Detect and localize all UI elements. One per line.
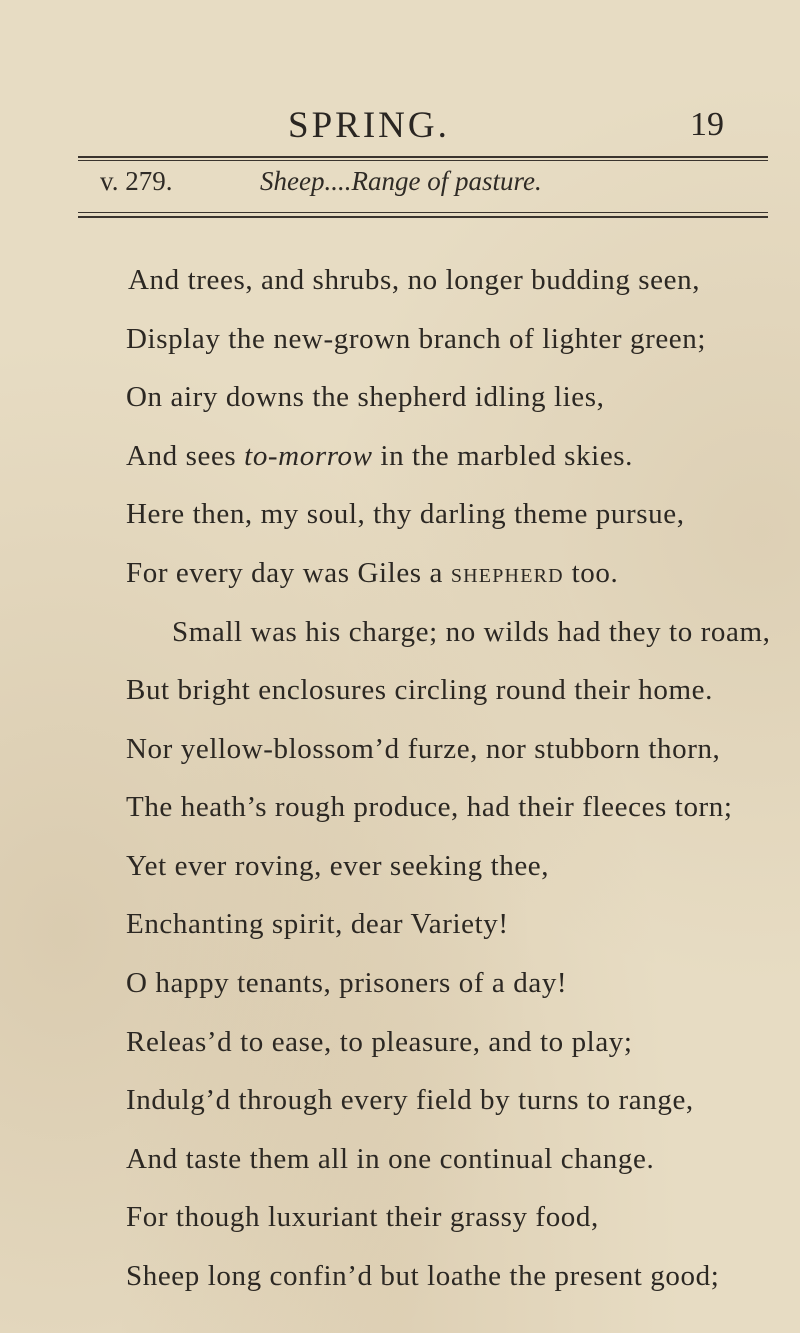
- verse-line-6-small-caps: shepherd: [450, 557, 564, 589]
- verse-line-5: Here then, my soul, thy darling theme pursue,: [126, 498, 685, 530]
- verse-line-16: And taste them all in one continual change.: [126, 1143, 655, 1175]
- running-head: SPRING.: [288, 105, 450, 146]
- verse-line-14: Releas’d to ease, to pleasure, and to play;: [126, 1026, 633, 1058]
- verse-line-12: Enchanting spirit, dear Variety!: [126, 908, 509, 940]
- verse-line-13: O happy tenants, prisoners of a day!: [126, 967, 568, 999]
- page-number: 19: [690, 106, 724, 143]
- verse-line-4-italic: to-morrow: [244, 440, 373, 472]
- verse-line-4-start: And sees: [126, 440, 245, 472]
- verse-line-7: Small was his charge; no wilds had they to roam,: [172, 616, 771, 648]
- verse-line-8: But bright enclosures circling round their home.: [126, 674, 713, 706]
- verse-line-6-end: too.: [563, 557, 619, 589]
- subheading-volume: v. 279.: [100, 166, 173, 196]
- verse-line-2: Display the new-grown branch of lighter green;: [126, 323, 707, 355]
- verse-line-17: For though luxuriant their grassy food,: [126, 1201, 599, 1233]
- subheading-topic: Sheep....Range of pasture.: [260, 166, 542, 196]
- verse-line-9: Nor yellow-blossom’d furze, nor stubborn thorn,: [126, 733, 721, 765]
- verse-line-6: [126, 557, 618, 590]
- verse-line-6-start: For every day was Giles a: [126, 557, 451, 589]
- verse-line-4: [126, 440, 633, 473]
- verse-line-10: The heath’s rough produce, had their fleeces torn;: [126, 791, 733, 823]
- verse-line-11: Yet ever roving, ever seeking thee,: [126, 850, 550, 882]
- verse-line-1: And trees, and shrubs, no longer budding seen,: [128, 264, 701, 296]
- verse-line-3: On airy downs the shepherd idling lies,: [126, 381, 605, 413]
- verse-line-4-end: in the marbled skies.: [372, 440, 634, 472]
- verse-line-15: Indulg’d through every field by turns to range,: [126, 1084, 694, 1116]
- verse-line-18: Sheep long confin’d but loathe the present good;: [126, 1260, 720, 1292]
